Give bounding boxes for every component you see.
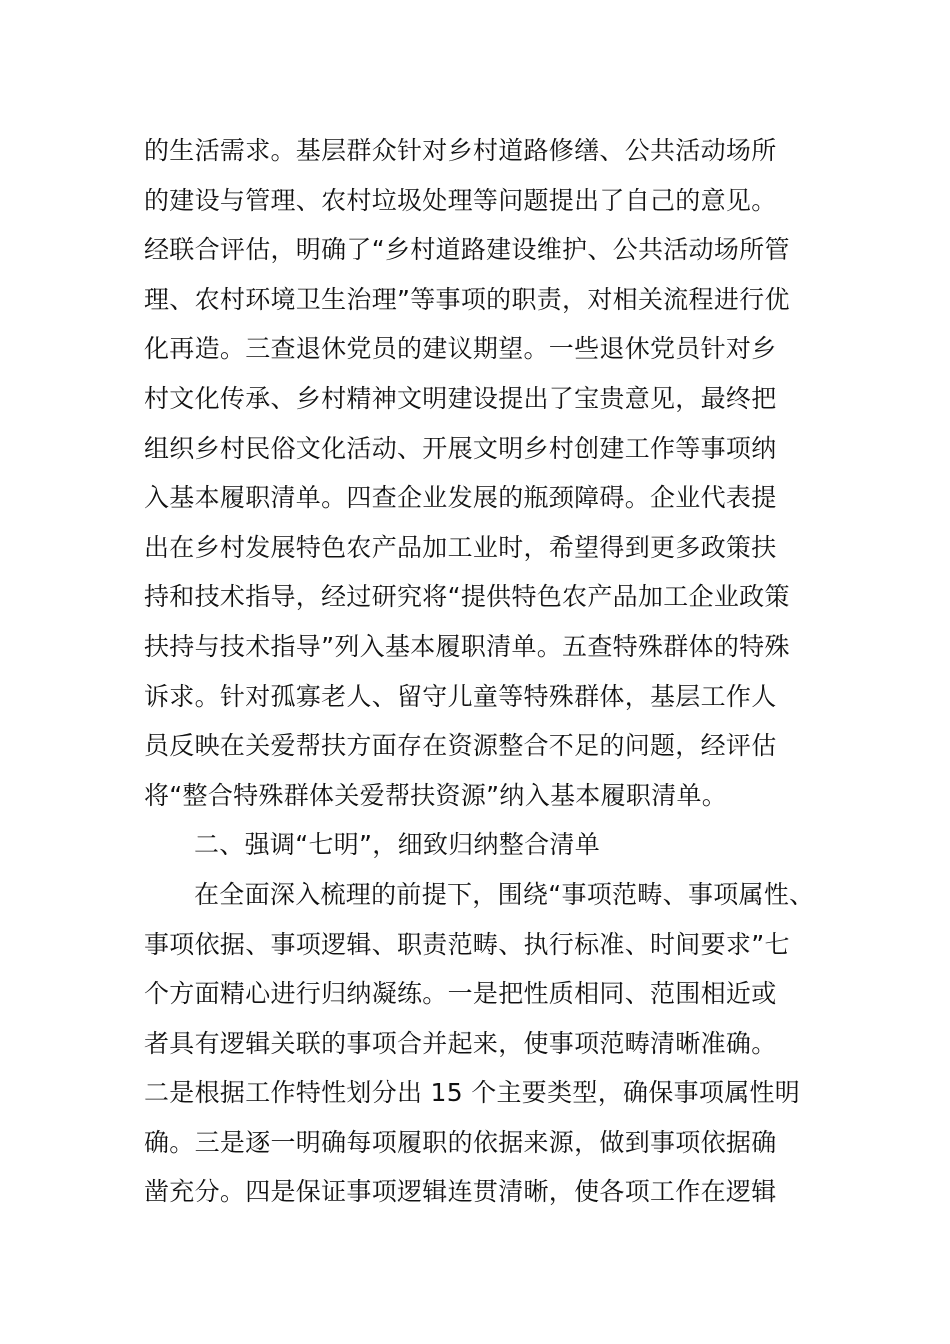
text-line: 扶持与技术指导”列入基本履职清单。五查特殊群体的特殊 — [144, 631, 790, 661]
text-line: 的生活需求。基层群众针对乡村道路修缮、公共活动场所 — [144, 136, 777, 165]
text-line: 员反映在关爱帮扶方面存在资源整合不足的问题，经评估 — [144, 731, 777, 761]
section-heading: 二、强调“七明”，细致归纳整合清单 — [194, 830, 601, 860]
text-line: 经联合评估，明确了“乡村道路建设维护、公共活动场所管 — [144, 235, 790, 265]
text-line: 持和技术指导，经过研究将“提供特色农产品加工企业政策 — [144, 582, 790, 612]
text-line: 化再造。三查退休党员的建议期望。一些退休党员针对乡 — [144, 334, 777, 364]
text-line: 确。三是逐一明确每项履职的依据来源，做到事项依据确 — [144, 1127, 777, 1157]
text-line: 村文化传承、乡村精神文明建设提出了宝贵意见，最终把 — [144, 383, 777, 413]
text-line: 组织乡村民俗文化活动、开展文明乡村创建工作等事项纳 — [144, 433, 777, 463]
text-line: 在全面深入梳理的前提下，围绕“事项范畴、事项属性、 — [194, 879, 815, 909]
text-line: 凿充分。四是保证事项逻辑连贯清晰，使各项工作在逻辑 — [144, 1177, 777, 1207]
text-line: 事项依据、事项逻辑、职责范畴、执行标准、时间要求”七 — [144, 929, 790, 959]
text-line: 个方面精心进行归纳凝练。一是把性质相同、范围相近或 — [144, 979, 777, 1009]
text-line: 的建设与管理、农村垃圾处理等问题提出了自己的意见。 — [144, 185, 777, 215]
text-line: 诉求。针对孤寡老人、留守儿童等特殊群体，基层工作人 — [144, 681, 777, 711]
text-line: 出在乡村发展特色农产品加工业时，希望得到更多政策扶 — [144, 532, 777, 562]
document-body — [144, 126, 824, 1217]
text-line: 二是根据工作特性划分出 15 个主要类型，确保事项属性明 — [144, 1078, 801, 1108]
text-line: 者具有逻辑关联的事项合并起来，使事项范畴清晰准确。 — [144, 1028, 777, 1058]
text-line: 入基本履职清单。四查企业发展的瓶颈障碍。企业代表提 — [144, 483, 777, 513]
text-line: 理、农村环境卫生治理”等事项的职责，对相关流程进行优 — [144, 284, 790, 314]
text-line: 将“整合特殊群体关爱帮扶资源”纳入基本履职清单。 — [144, 780, 728, 810]
